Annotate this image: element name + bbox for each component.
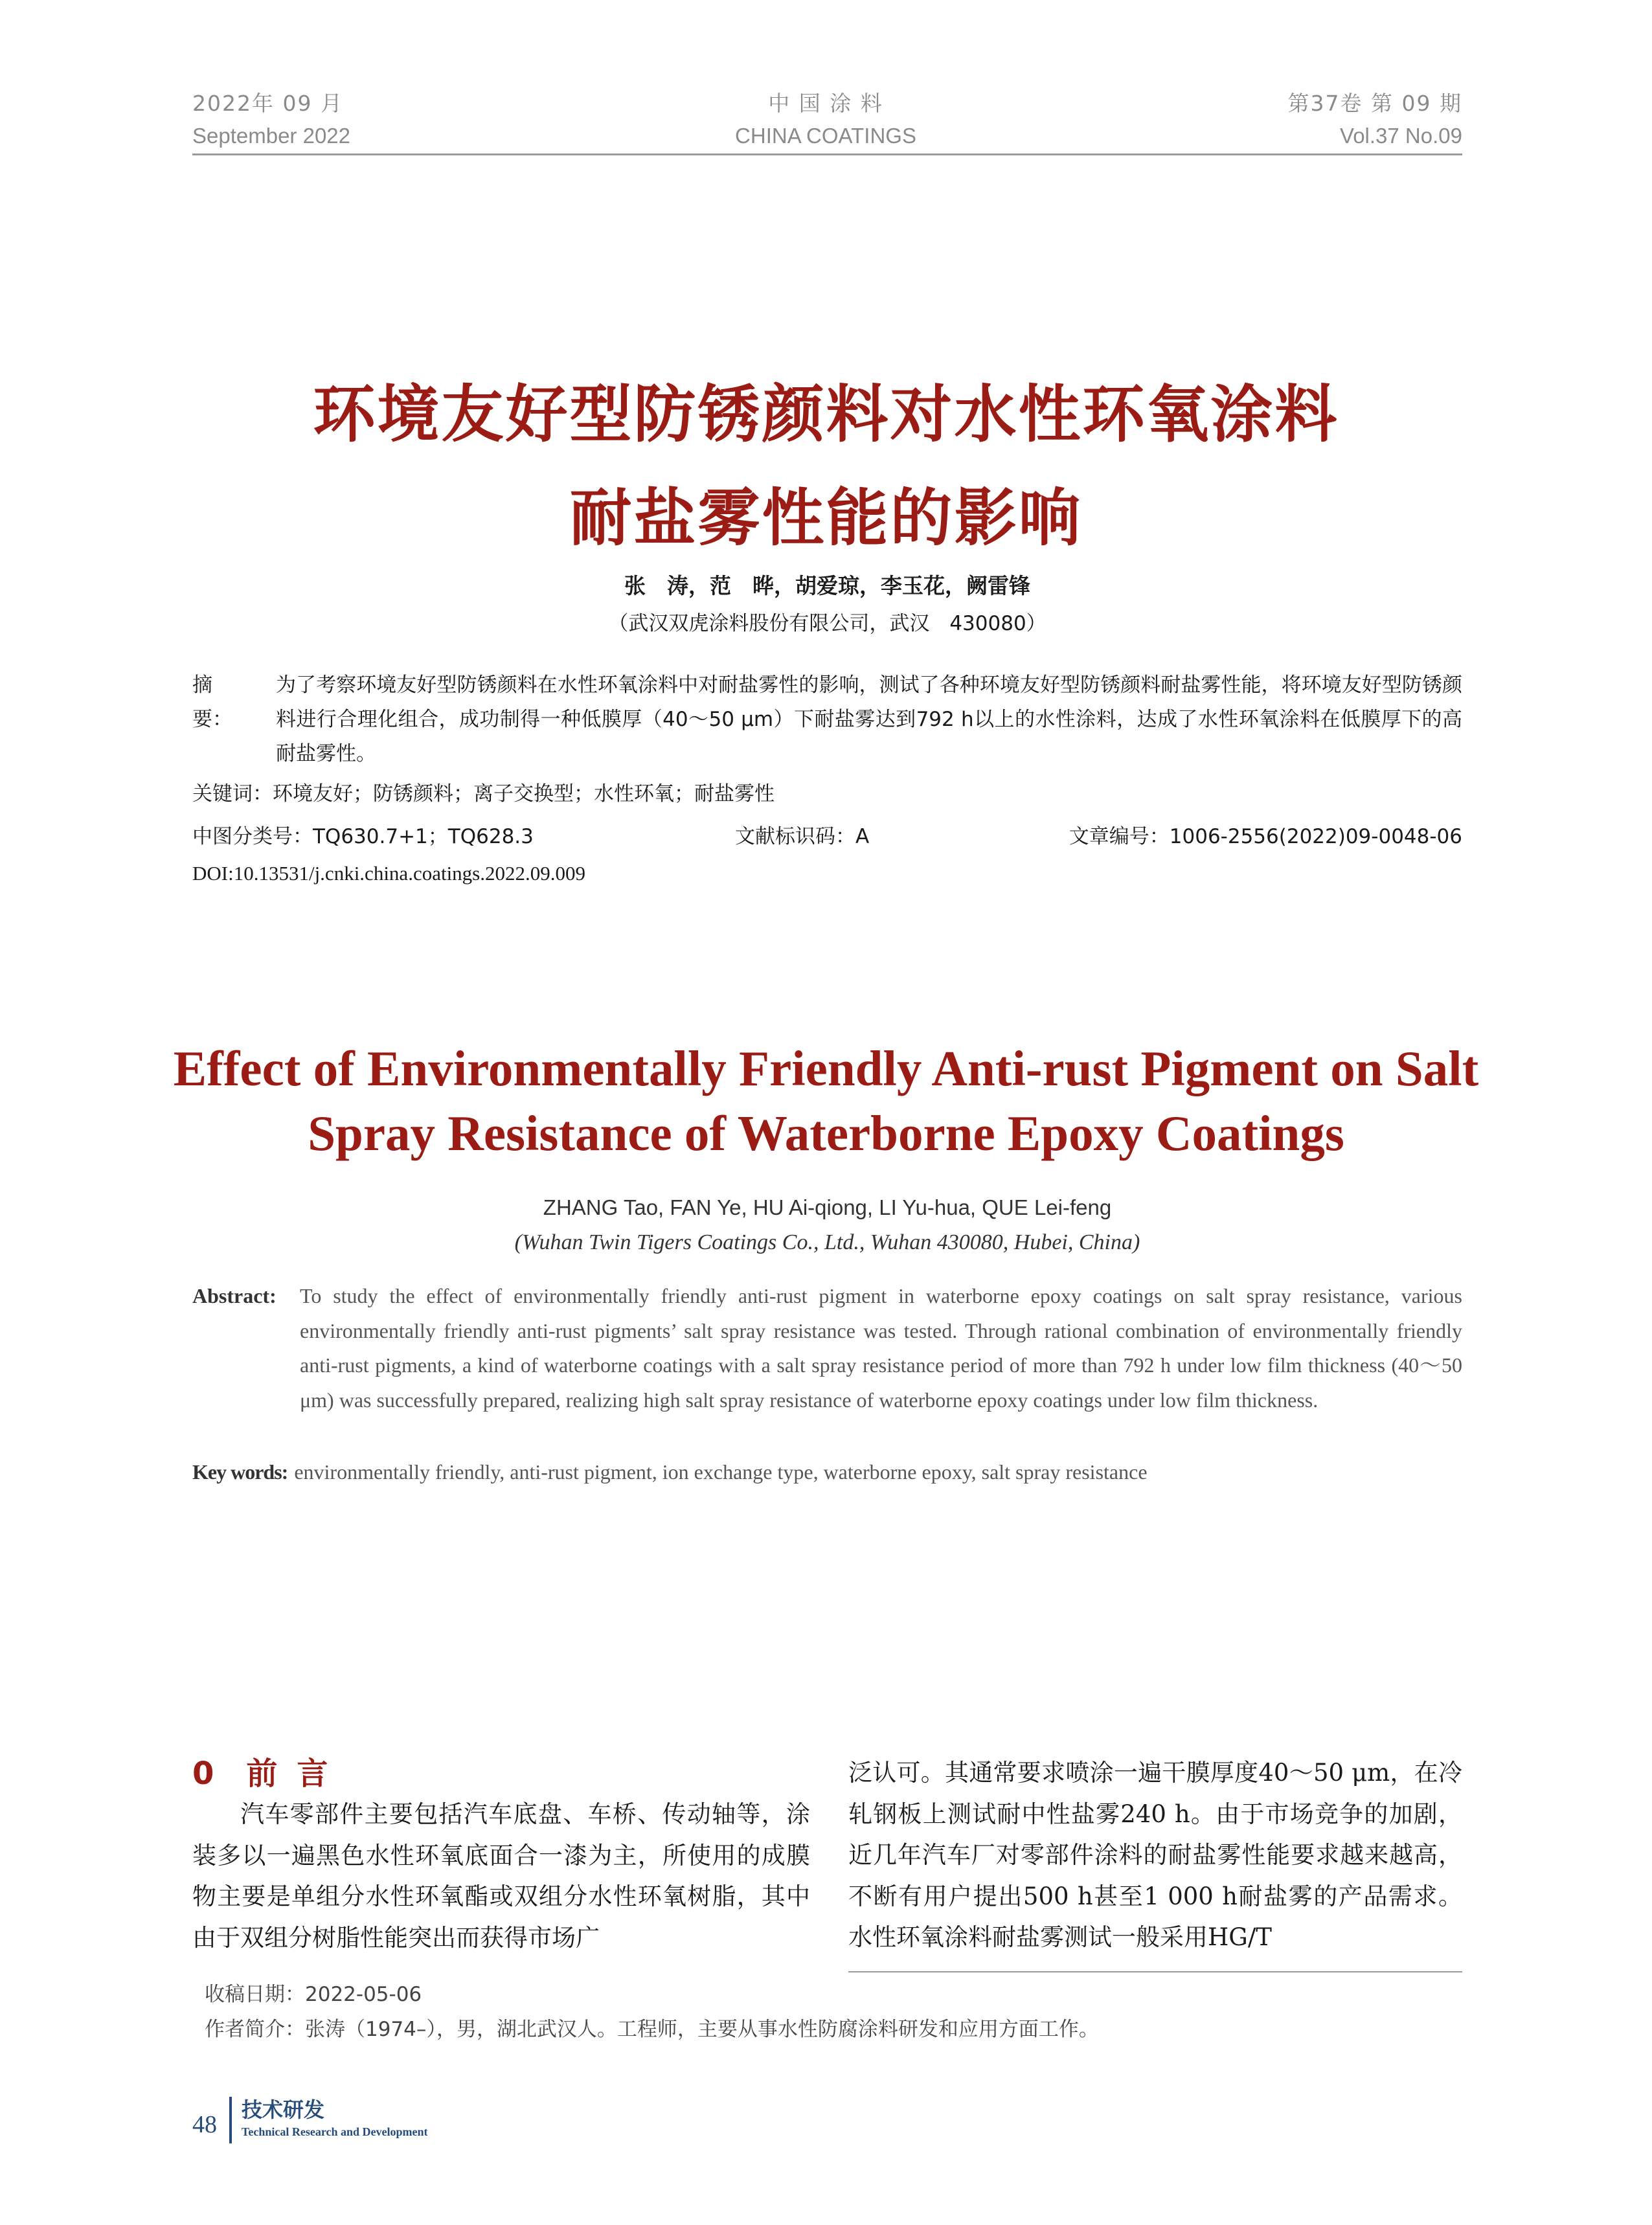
header-journal-zh: 中 国 涂 料 [768, 91, 883, 116]
chinese-keywords-label: 关键词： [192, 782, 273, 806]
classification-label: 中图分类号： [192, 825, 313, 848]
header-volume-en: Vol.37 No.09 [1340, 124, 1462, 148]
section-number: 0 [192, 1756, 216, 1792]
chinese-authors: 张 涛，范 晔，胡爱琼，李玉花，阙雷锋 [624, 573, 1030, 598]
article-number-value: 1006-2556(2022)09-0048-06 [1169, 825, 1462, 848]
doi[interactable]: DOI:10.13531/j.cnki.china.coatings.2022.09.009 [192, 862, 585, 885]
english-abstract [192, 1279, 1462, 1417]
page-number: 48 [192, 2111, 217, 2138]
running-header-date [192, 87, 350, 152]
chinese-title [130, 363, 1522, 570]
article-number-label: 文章编号： [1069, 825, 1170, 848]
body-right-column: 泛认可。其通常要求喷涂一遍干膜厚度40～50 μm，在冷轧钢板上测试耐中性盐雾240 h。由于市场竞争的加剧，近几年汽车厂对零部件涂料的耐盐雾性能要求越来越高，不断有用户提出500 h甚至1 000 h耐盐雾的产品需求。水性环氧涂料耐盐雾测试一般采用HG/T [848, 1759, 1462, 1951]
english-keywords [192, 1455, 1462, 1490]
english-title-line-2: Spray Resistance of Waterborne Epoxy Coatings [308, 1105, 1344, 1161]
chinese-keywords [192, 777, 1462, 811]
english-affiliation: (Wuhan Twin Tigers Coatings Co., Ltd., Wuhan 430080, Hubei, China) [514, 1230, 1140, 1254]
chinese-abstract [192, 668, 1462, 771]
body-left-column: 汽车零部件主要包括汽车底盘、车桥、传动轴等，涂装多以一遍黑色水性环氧底面合一漆为主，所使用的成膜物主要是单组分水性环氧酯或双组分水性环氧树脂，其中由于双组分树脂性能突出而获得市场广 [192, 1800, 810, 1952]
footer-column-en: Technical Research and Development [242, 2125, 428, 2138]
header-volume-zh: 第37卷 第 09 期 [1287, 91, 1462, 116]
footnote-rule [848, 1971, 1462, 1972]
document-identifier [735, 820, 869, 854]
running-header-journal [696, 87, 955, 152]
header-date-zh: 2022年 09 月 [192, 91, 343, 116]
chinese-title-line-2: 耐盐雾性能的影响 [569, 482, 1083, 554]
chinese-abstract-label: 摘 要： [192, 673, 232, 731]
english-keywords-text: environmentally friendly, anti-rust pigment, ion exchange type, waterborne epoxy, salt spray resistance [294, 1460, 1148, 1484]
article-number [1069, 820, 1462, 854]
footnote-author-bio: 作者简介：张涛（1974–），男，湖北武汉人。工程师，主要从事水性防腐涂料研发和应用方面工作。 [205, 2018, 1099, 2041]
header-journal-en: CHINA COATINGS [735, 124, 916, 148]
footnote-received-date: 收稿日期：2022-05-06 [205, 1983, 422, 2006]
running-header-volume [1288, 87, 1462, 152]
chinese-affiliation: （武汉双虎涂料股份有限公司，武汉 430080） [608, 612, 1047, 635]
english-keywords-label: Key words: [192, 1460, 288, 1484]
section-heading [192, 1751, 347, 1796]
document-identifier-value: A [855, 825, 870, 848]
document-identifier-label: 文献标识码： [735, 825, 855, 848]
chinese-abstract-text: 为了考察环境友好型防锈颜料在水性环氧涂料中对耐盐雾性的影响，测试了各种环境友好型防锈颜料耐盐雾性能，将环境友好型防锈颜料进行合理化组合，成功制得一种低膜厚（40～50 μm）下耐盐雾达到792 h以上的水性涂料，达成了水性环氧涂料在低膜厚下的高耐盐雾性。 [276, 673, 1462, 765]
english-abstract-label: Abstract: [192, 1284, 277, 1307]
section-title: 前言 [246, 1756, 348, 1792]
classification-number [192, 820, 534, 854]
chinese-keywords-text: 环境友好；防锈颜料；离子交换型；水性环氧；耐盐雾性 [273, 782, 775, 806]
english-title-line-1: Effect of Environmentally Friendly Anti-rust Pigment on Salt [173, 1041, 1479, 1096]
classification-value: TQ630.7+1；TQ628.3 [313, 825, 534, 848]
footer-divider [229, 2097, 232, 2143]
english-abstract-text: To study the effect of environmentally friendly anti-rust pigment in waterborne epoxy coatings on salt spray resistance, various environmentally friendly anti-rust pigments’ salt spray resistance was tested. Through rational combination of environmentally friendly anti-rust pigments, a kind of waterborne coatings with a salt spray resistance period of more than 792 h under low film thickness (40～50 μm) was successfully prepared, realizing high salt spray resistance of waterborne epoxy coatings under low film thickness. [300, 1284, 1463, 1412]
english-title [162, 1036, 1490, 1166]
chinese-title-line-1: 环境友好型防锈颜料对水性环氧涂料 [313, 378, 1339, 451]
header-date-en: September 2022 [192, 124, 351, 148]
header-rule [192, 153, 1462, 155]
footer-column-zh: 技术研发 [242, 2097, 325, 2122]
english-authors: ZHANG Tao, FAN Ye, HU Ai-qiong, LI Yu-hua, QUE Lei-feng [543, 1195, 1112, 1219]
